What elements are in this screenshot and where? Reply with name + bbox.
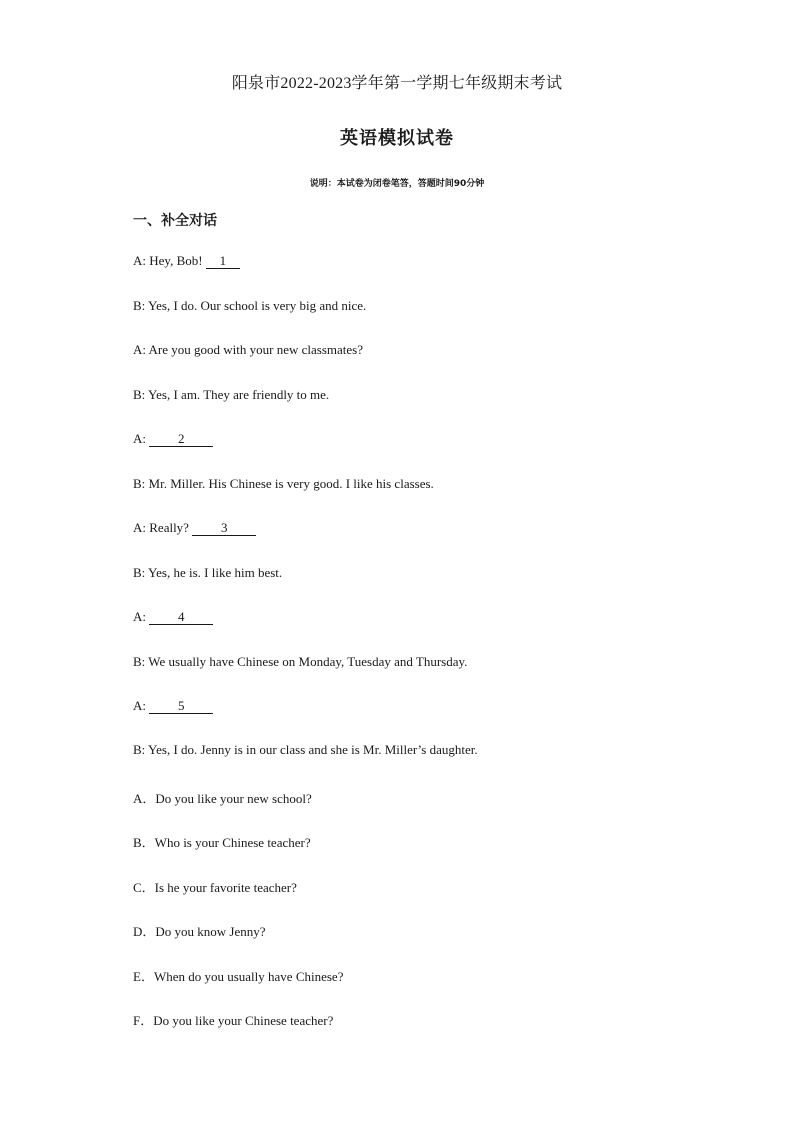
section-heading: 一、补全对话	[133, 213, 217, 229]
dialogue-line	[133, 654, 467, 670]
exam-title: 阳泉市2022-2023学年第一学期七年级期末考试	[231, 75, 563, 92]
dialogue-text: A:	[133, 698, 150, 713]
dialogue-line	[133, 565, 282, 581]
exam-instructions: 说明：本试卷为闭卷笔答，答题时间90分钟	[309, 179, 485, 189]
answer-blank[interactable]: 2	[149, 432, 213, 447]
answer-option: C．Is he your favorite teacher?	[133, 880, 297, 895]
dialogue-text: B: Yes, I am. They are friendly to me.	[133, 387, 330, 402]
dialogue-text: B: Yes, I do. Our school is very big and nice.	[133, 298, 367, 313]
answer-blank[interactable]: 3	[192, 521, 256, 536]
answer-blank[interactable]: 5	[149, 699, 213, 714]
dialogue-text: B: Yes, I do. Jenny is in our class and she is Mr. Miller’s daughter.	[133, 742, 478, 757]
dialogue-text: A:	[133, 609, 150, 624]
dialogue-text: B: Mr. Miller. His Chinese is very good. I like his classes.	[133, 476, 434, 491]
dialogue-text: B: Yes, he is. I like him best.	[133, 565, 283, 580]
dialogue-line	[133, 742, 478, 758]
answer-option: A．Do you like your new school?	[133, 791, 312, 806]
dialogue-text: A: Hey, Bob!	[133, 253, 206, 268]
answer-option: F．Do you like your Chinese teacher?	[133, 1013, 334, 1028]
dialogue-line	[133, 476, 434, 492]
dialogue-text: A: Really?	[133, 520, 193, 535]
exam-subtitle: 英语模拟试卷	[340, 128, 454, 148]
answer-option: B．Who is your Chinese teacher?	[133, 835, 311, 850]
dialogue-text: A:	[133, 431, 150, 446]
dialogue-text: B: We usually have Chinese on Monday, Tuesday and Thursday.	[133, 654, 468, 669]
dialogue-line	[133, 431, 213, 447]
dialogue-line	[133, 698, 213, 714]
dialogue-line	[133, 520, 256, 536]
answer-blank[interactable]: 1	[206, 254, 240, 269]
dialogue-line	[133, 253, 240, 269]
dialogue-line	[133, 342, 363, 358]
dialogue-line	[133, 387, 329, 403]
dialogue-text: A: Are you good with your new classmates?	[133, 342, 363, 357]
dialogue-line	[133, 298, 366, 314]
dialogue-line	[133, 609, 213, 625]
answer-option: D．Do you know Jenny?	[133, 924, 266, 939]
answer-blank[interactable]: 4	[149, 610, 213, 625]
answer-option: E．When do you usually have Chinese?	[133, 969, 344, 984]
